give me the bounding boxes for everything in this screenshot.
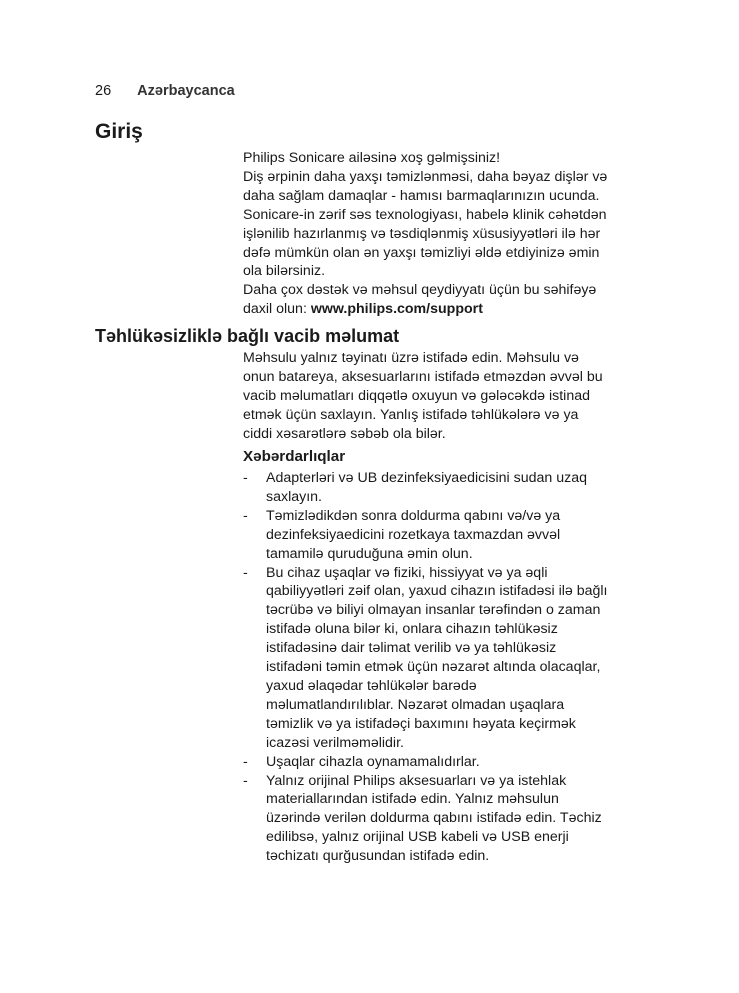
warning-list — [243, 469, 663, 866]
warning-line: məlumatlandırılıblar. Nəzarət olmadan uşaqlara — [266, 696, 565, 713]
warning-line: üzərində verilən doldurma qabını istifadə edin. Təchiz — [266, 810, 602, 827]
warning-line: Yalnız orijinal Philips aksesuarları və ya istehlak — [266, 772, 567, 789]
warning-item — [243, 564, 663, 753]
safety-line: Məhsulu yalnız təyinatı üzrə istifadə edin. Məhsulu və — [243, 350, 579, 366]
warning-item — [243, 753, 663, 772]
warnings-heading: Xəbərdarlıqlar — [243, 448, 346, 465]
safety-line: onun batareya, aksesuarlarını istifadə etməzdən əvvəl bu — [243, 368, 603, 385]
intro-support-line — [243, 300, 653, 319]
bullet-dash: - — [243, 507, 248, 524]
warning-line: Bu cihaz uşaqlar və fiziki, hissiyyat və ya əqli — [266, 564, 548, 581]
warning-line: edilibsə, yalnız orijinal USB kabeli və USB enerji — [266, 829, 569, 846]
warning-line: təchizatı qurğusundan istifadə edin. — [266, 848, 490, 865]
warning-item — [243, 772, 663, 867]
page-language: Azərbaycanca — [137, 83, 235, 99]
warning-line: təcrübə və biliyi olmayan insanlar tərəfindən o zaman — [266, 602, 601, 619]
warning-line: saxlayın. — [266, 488, 322, 505]
warning-item — [243, 469, 663, 507]
warning-line: Adapterləri və UB dezinfeksiyaedicisini sudan uzaq — [266, 470, 587, 486]
intro-line: işlənilib hazırlanmış və təsdiqlənmiş xüsusiyyətləri ilə hər — [243, 225, 601, 242]
warning-line: istifadə oluna bilər ki, onlara cihazın təhlükəsiz — [266, 621, 558, 638]
bullet-dash: - — [243, 564, 248, 581]
page-number: 26 — [95, 83, 112, 99]
intro-line: Philips Sonicare ailəsinə xoş gəlmişsiniz! — [243, 150, 501, 166]
warning-line: yaxud əlaqədar təhlükələr barədə — [266, 677, 477, 694]
bullet-dash: - — [243, 772, 248, 789]
intro-body — [243, 149, 653, 319]
warning-line: Təmizlədikdən sonra doldurma qabını və/və ya — [266, 507, 561, 524]
intro-title: Giriş — [95, 120, 143, 143]
warning-line: istifadəsinə dair təlimat verilib və ya təhlükəsiz — [266, 640, 557, 657]
intro-line: Sonicare-in zərif səs texnologiyası, habelə klinik cəhətdən — [243, 206, 607, 223]
warning-line: təmizlik və ya istifadəçi baxımını həyata keçirmək — [266, 715, 576, 732]
support-prefix: daxil olun: — [243, 301, 311, 318]
support-url-link[interactable]: www.philips.com/support — [310, 301, 483, 318]
safety-title: Təhlükəsizliklə bağlı vacib məlumat — [95, 326, 400, 346]
warning-line: qabiliyyətləri zəif olan, yaxud cihazın istifadəsi ilə bağlı — [266, 583, 608, 600]
warning-line: Uşaqlar cihazla oynamamalıdırlar. — [266, 753, 480, 770]
bullet-dash: - — [243, 470, 248, 486]
safety-line: etmək üçün saxlayın. Yanlış istifadə təhlükələrə və ya — [243, 406, 579, 423]
warning-line: icazəsi verilməməlidir. — [266, 734, 404, 751]
intro-line: daha sağlam damaqlar - hamısı barmaqlarınızın ucunda. — [243, 187, 600, 204]
warning-item — [243, 507, 663, 564]
safety-line: ciddi xəsarətlərə səbəb ola bilər. — [243, 425, 446, 442]
safety-line: vacib məlumatları diqqətlə oxuyun və gələcəkdə istinad — [243, 387, 591, 404]
intro-line: Diş ərpinin daha yaxşı təmizlənməsi, daha bəyaz dişlər və — [243, 168, 608, 185]
intro-line: dəfə mümkün olan ən yaxşı təmizliyi əldə etdiyinizə əmin — [243, 244, 600, 261]
warning-line: istifadəni təmin etmək üçün nəzarət altında olacaqlar, — [266, 659, 601, 676]
warning-line: dezinfeksiyaedicini rozetkaya taxmazdan əvvəl — [266, 526, 561, 543]
warning-line: materiallarından istifadə edin. Yalnız məhsulun — [266, 791, 559, 808]
page-header — [95, 82, 235, 100]
intro-line: ola bilərsiniz. — [243, 263, 326, 280]
warning-line: tamamilə quruduğuna əmin olun. — [266, 545, 473, 562]
bullet-dash: - — [243, 753, 248, 770]
intro-line: Daha çox dəstək və məhsul qeydiyyatı üçün bu səhifəyə — [243, 282, 597, 299]
safety-body — [243, 349, 653, 444]
